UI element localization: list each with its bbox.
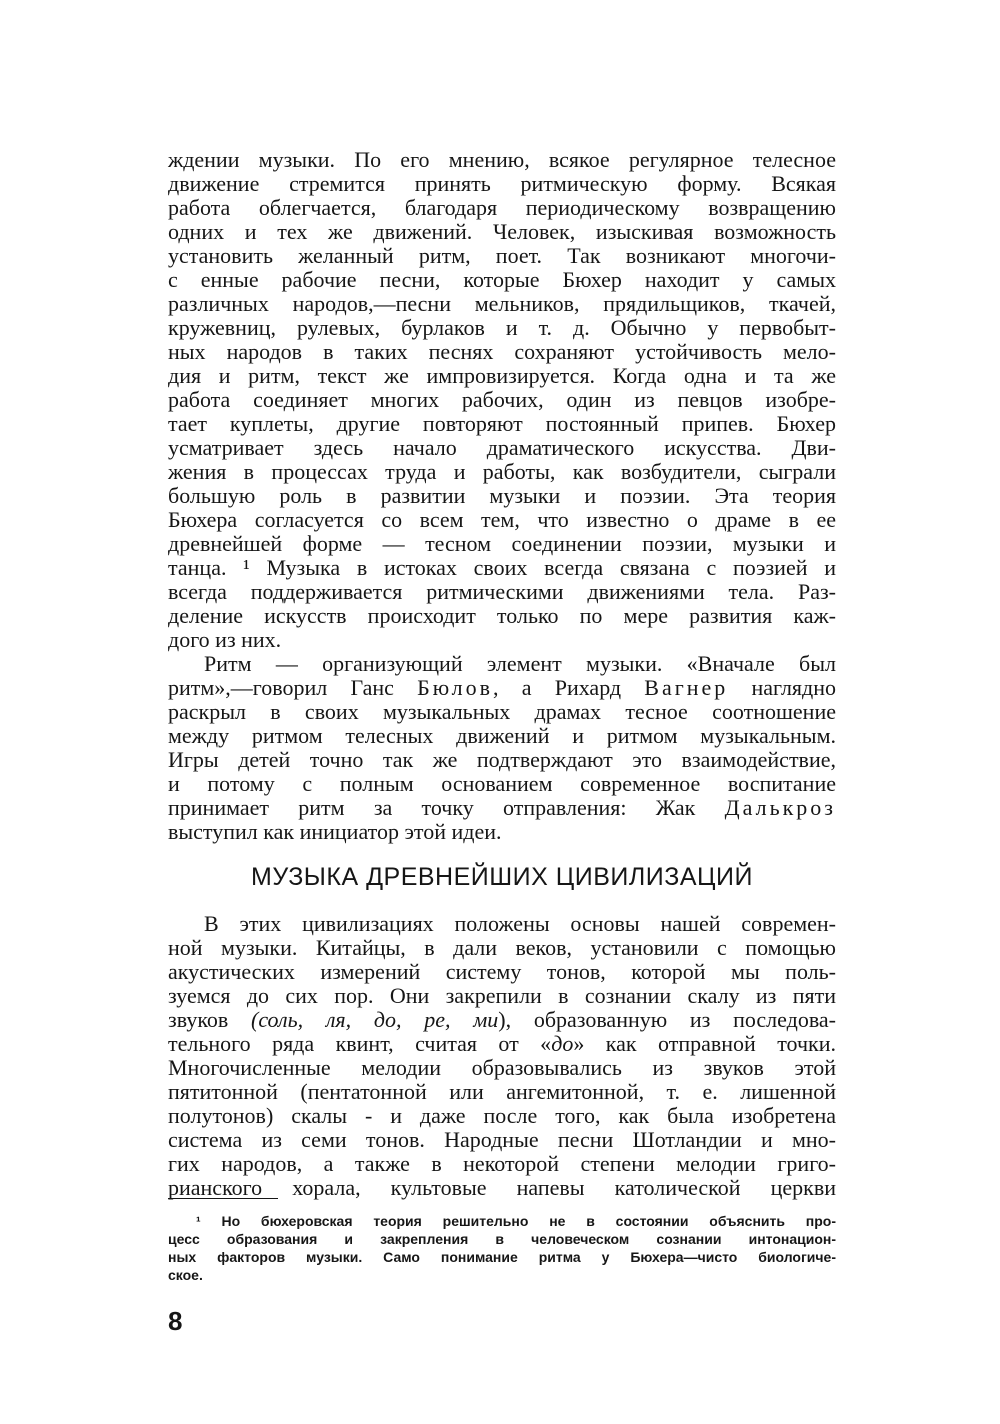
text-line: движение стремится принять ритмическую форму. Всякая bbox=[168, 171, 836, 196]
text-line: танца. ¹ Музыка в истоках своих всегда связана с поэзией и bbox=[168, 555, 836, 580]
page-number: 8 bbox=[168, 1306, 183, 1336]
text-span: » как отправной точки. bbox=[573, 1031, 836, 1056]
section-heading: МУЗЫКА ДРЕВНЕЙШИХ ЦИВИЛИЗАЦИЙ bbox=[251, 863, 753, 891]
text-line: одних и тех же движений. Человек, изыскивая возможность bbox=[168, 219, 836, 244]
text-line: деление искусств происходит только по мере развития каж- bbox=[168, 603, 836, 628]
text-span: принимает ритм за точку отправления: Жак bbox=[168, 795, 725, 820]
text-line: акустических измерений систему тонов, которой мы поль- bbox=[168, 959, 836, 984]
italic-note-names: (соль, ля, до, ре, ми bbox=[251, 1007, 499, 1032]
text-span: ритм»,—говорил Ганс bbox=[168, 675, 418, 700]
footnote-divider bbox=[168, 1198, 278, 1199]
text-line: между ритмом телесных движений и ритмом музыкальным. bbox=[168, 723, 836, 748]
text-line: различных народов,—песни мельников, прядильщиков, ткачей, bbox=[168, 291, 836, 316]
text-line bbox=[168, 1008, 836, 1032]
text-line: работа облегчается, благодаря периодическому возвращению bbox=[168, 195, 836, 220]
text-span: наглядно bbox=[728, 675, 837, 700]
text-span: , а Рихард bbox=[493, 675, 645, 700]
text-line: усматривает здесь начало драматического искусства. Дви- bbox=[168, 435, 836, 460]
text-line: гих народов, а также в некоторой степени мелодии григо- bbox=[168, 1151, 836, 1176]
text-line: всегда поддерживается ритмическими движениями тела. Раз- bbox=[168, 579, 836, 604]
text-line: большую роль в развитии музыки и поэзии. Эта теория bbox=[168, 483, 836, 508]
text-line: выступил как инициатор этой идеи. bbox=[168, 819, 502, 844]
footnote-line: цесс образования и закрепления в человеческом сознании интонацион- bbox=[168, 1231, 836, 1247]
text-line bbox=[168, 796, 836, 820]
text-line: Ритм — организующий элемент музыки. «Вначале был bbox=[204, 651, 836, 676]
text-line: ждении музыки. По его мнению, всякое регулярное телесное bbox=[168, 147, 836, 172]
footnote-line: ¹ Но бюхеровская теория решительно не в состоянии объяснить про- bbox=[196, 1213, 836, 1229]
text-line: с енные рабочие песни, которые Бюхер находит у самых bbox=[168, 267, 836, 292]
text-line: древнейшей форме — тесном соединении поэзии, музыки и bbox=[168, 531, 836, 556]
text-line: рианского хорала, культовые напевы католической церкви bbox=[168, 1175, 836, 1200]
text-line: полутонов) скалы - и даже после того, как была изобретена bbox=[168, 1103, 836, 1128]
text-line: Многочисленные мелодии образовывались из звуков этой bbox=[168, 1055, 836, 1080]
text-line: установить желанный ритм, поет. Так возникают многочи- bbox=[168, 243, 836, 268]
text-line: раскрыл в своих музыкальных драмах тесное соотношение bbox=[168, 699, 836, 724]
footnote-line: ных факторов музыки. Само понимание ритма у Бюхера—чисто биологиче- bbox=[168, 1249, 836, 1265]
text-line: ной музыки. Китайцы, в дали веков, установили с помощью bbox=[168, 935, 836, 960]
text-line: Бюхера согласуется со всем тем, что известно о драме в ее bbox=[168, 507, 836, 532]
text-line: зуемся до сих пор. Они закрепили в сознании скалу из пяти bbox=[168, 983, 836, 1008]
text-line bbox=[168, 676, 836, 700]
text-line: и потому с полным основанием современное воспитание bbox=[168, 771, 836, 796]
text-line: дия и ритм, текст же импровизируется. Когда одна и та же bbox=[168, 363, 836, 388]
text-line: система из семи тонов. Народные песни Шотландии и мно- bbox=[168, 1127, 836, 1152]
text-line: Игры детей точно так же подтверждают это взаимодействие, bbox=[168, 747, 836, 772]
text-line: тает куплеты, другие повторяют постоянный припев. Бюхер bbox=[168, 411, 836, 436]
text-span: тельного ряда квинт, считая от « bbox=[168, 1031, 552, 1056]
text-span: ), образованную из последова- bbox=[498, 1007, 837, 1032]
footnote-line: ское. bbox=[168, 1267, 203, 1283]
name-bulow: Бюлов bbox=[417, 675, 494, 700]
name-wagner: Вагнер bbox=[644, 675, 729, 700]
text-span: звуков bbox=[168, 1007, 252, 1032]
text-line: кружевниц, рулевых, бурлаков и т. д. Обычно у первобыт- bbox=[168, 315, 836, 340]
text-line: В этих цивилизациях положены основы нашей современ- bbox=[204, 911, 836, 936]
text-line: пятитонной (пентатонной или ангемитонной, т. е. лишенной bbox=[168, 1079, 836, 1104]
text-line bbox=[168, 1032, 836, 1056]
italic-note-do: до bbox=[551, 1031, 574, 1056]
name-dalcroze: Далькроз bbox=[724, 795, 836, 820]
text-line: жения в процессах труда и работы, как возбудители, сыграли bbox=[168, 459, 836, 484]
text-line: дого из них. bbox=[168, 627, 282, 652]
text-line: ных народов в таких песнях сохраняют устойчивость мело- bbox=[168, 339, 836, 364]
text-line: работа соединяет многих рабочих, один из певцов изобре- bbox=[168, 387, 836, 412]
